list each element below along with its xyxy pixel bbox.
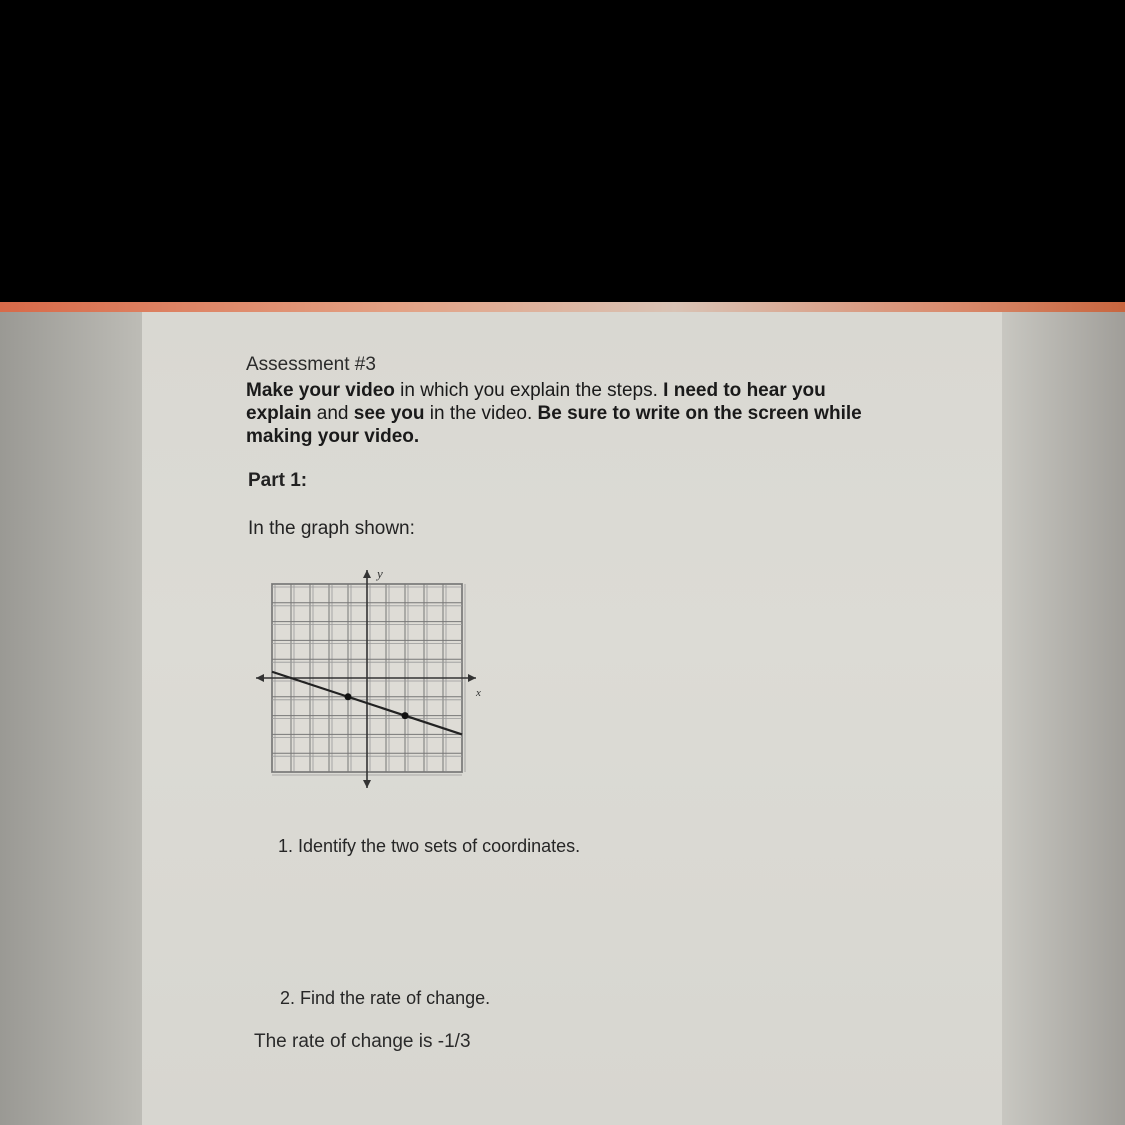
question-1: 1. Identify the two sets of coordinates. bbox=[278, 836, 581, 856]
right-margin bbox=[1002, 312, 1125, 1125]
instr-seg3: I need to bbox=[663, 380, 747, 401]
y-axis-label: y bbox=[377, 566, 383, 581]
assessment-title: Assessment #3 bbox=[246, 354, 376, 375]
instr-seg6: see you bbox=[353, 403, 425, 424]
coordinate-graph bbox=[250, 560, 490, 800]
left-margin bbox=[0, 312, 142, 1125]
instr-seg1: Make your video bbox=[246, 380, 395, 401]
part-heading: Part 1: bbox=[248, 470, 308, 491]
instr-seg4: hear you explain bbox=[246, 380, 826, 424]
camera-black-border bbox=[0, 0, 1125, 302]
x-axis-label: x bbox=[476, 687, 481, 699]
plotted-point-1 bbox=[345, 693, 352, 700]
answer-text: The rate of change is -1/3 bbox=[254, 1031, 471, 1052]
instructions-paragraph bbox=[246, 379, 886, 448]
instr-seg5: and bbox=[311, 403, 354, 424]
x-axis-arrow-right bbox=[468, 674, 476, 682]
plotted-point-2 bbox=[402, 712, 409, 719]
instr-seg2: in which you explain the steps. bbox=[394, 380, 664, 401]
y-axis-arrow-up bbox=[363, 570, 371, 578]
y-axis-arrow-down bbox=[363, 780, 371, 788]
instr-seg8: Be sure to write on the screen while making your video. bbox=[246, 403, 862, 447]
toolbar-strip bbox=[0, 302, 1125, 312]
graph-lead-text: In the graph shown: bbox=[248, 518, 415, 539]
question-2: 2. Find the rate of change. bbox=[280, 988, 491, 1008]
instr-seg7: in the video. bbox=[424, 403, 538, 424]
x-axis-arrow-left bbox=[256, 674, 264, 682]
